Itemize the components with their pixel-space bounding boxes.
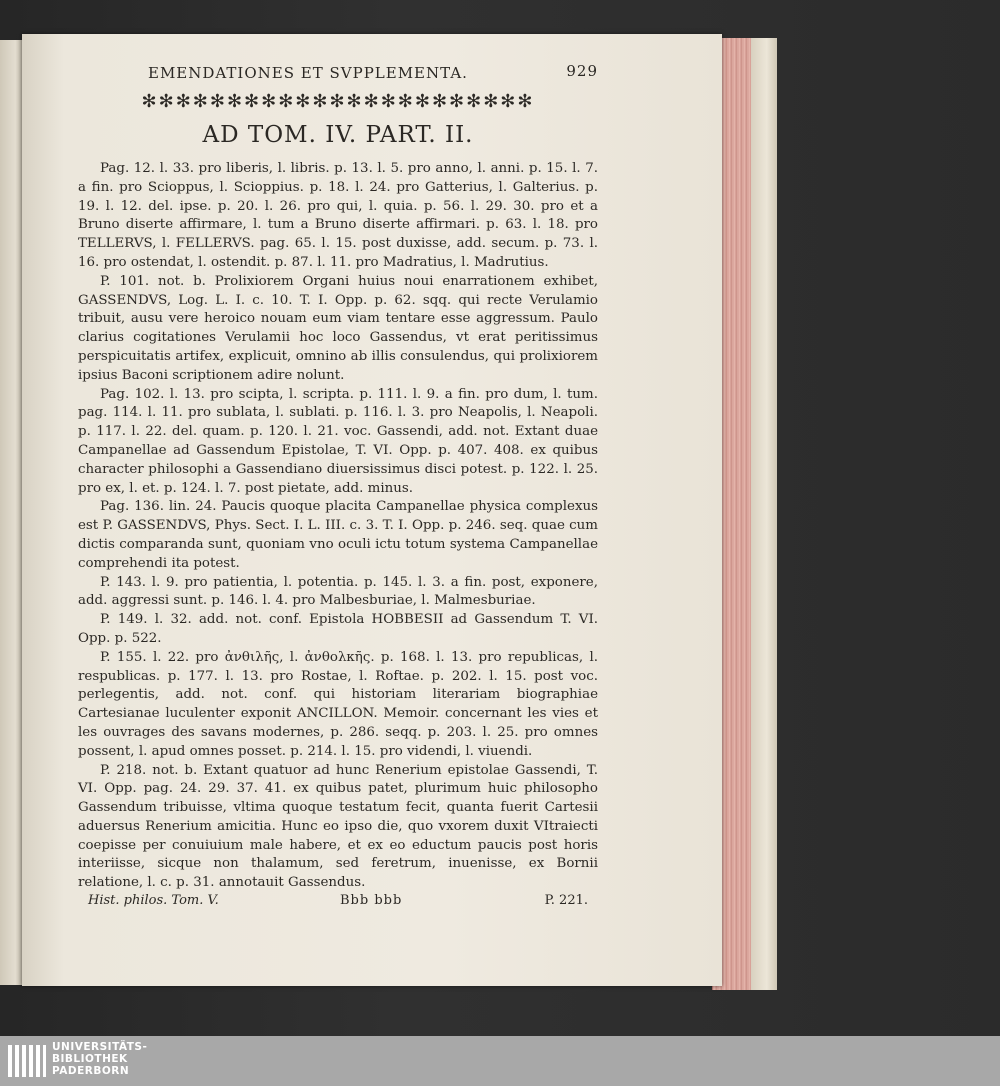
footer-catchword: P. 221. <box>544 893 588 908</box>
paragraph-2: P. 101. not. b. Prolixiorem Organi huius noui enarrationem exhibet, GASSENDVS, Log. L. I. c. 10. T. I. Opp. p. 62. sqq. qui recte Verulamio tribuit, ausu vere heroico nouam eum viam tentare esse aggressum. Paulo clarius cogitationes Verulamii hoc loco Gassendus, vt erat peritissimus perspicuitatis artifex, explicuit, omnino ab illis consulendus, qui prolixiorem ipsius Baconi scriptionem adire nolunt. <box>78 273 598 383</box>
paragraph-8: P. 218. not. b. Extant quatuor ad hunc Renerium epistolae Gassendi, T. VI. Opp. pag. 24. 29. 37. 41. ex quibus patet, plurimum huic philosopho Gassendum tribuisse, vltima quoque testatum fecit, quanta fuerit Cartesii aduersus Renerium amicitia. Hunc eo ipso die, quo vxorem duxit VItraiecti coepisse per conuiuium male habere, et ex eo eductum paucis post horis interiisse, sicque non thalamum, sed feretrum, inuenisse, ex Bornii relatione, l. c. p. 31. annotauit Gassendus. <box>78 762 598 891</box>
library-logo-text <box>52 1041 147 1077</box>
paragraph-3: Pag. 102. l. 13. pro scipta, l. scripta. p. 111. l. 9. a fin. pro dum, l. tum. pag. 114. l. 11. pro sublata, l. sublati. p. 116. l. 3. pro Neapolis, l. Neapoli. p. 117. l. 22. del. quam. p. 120. l. 21. voc. Gassendi, add. not. Extant duae Campanellae ad Gassendum Epistolae, T. VI. Opp. p. 407. 408. ex quibus character philosophi a Gassendiano diuersissimus disci potest. p. 122. l. 25. pro ex, l. et. p. 124. l. 7. post pietate, add. minus. <box>78 386 598 496</box>
paragraph-5: P. 143. l. 9. pro patientia, l. potentia. p. 145. l. 3. a fin. post, exponere, add. aggressi sunt. p. 146. l. 4. pro Malbesburiae, l. Malmesburiae. <box>78 574 598 609</box>
ornament-rule: ✻✻✻✻✻✻✻✻✻✻✻✻✻✻✻✻✻✻✻✻✻✻✻ <box>141 91 535 112</box>
section-title: AD TOM. IV. PART. II. <box>202 122 474 148</box>
logo-line-2: BIBLIOTHEK <box>52 1053 128 1065</box>
running-head-title: EMENDATIONES ET SVPPLEMENTA. <box>148 64 468 82</box>
footer-signature: Bbb bbb <box>340 893 403 908</box>
logo-line-1: UNIVERSITÄTS- <box>52 1041 148 1053</box>
library-logo-icon <box>6 1041 48 1081</box>
logo-line-3: PADERBORN <box>52 1065 130 1077</box>
running-head <box>78 56 598 90</box>
page-text-block <box>78 56 598 893</box>
paragraph-6: P. 149. l. 32. add. not. conf. Epistola HOBBESII ad Gassendum T. VI. Opp. p. 522. <box>78 612 598 646</box>
footer-volume: Hist. philos. Tom. V. <box>88 893 219 908</box>
left-page-edge <box>0 40 23 985</box>
page-number: 929 <box>566 62 598 80</box>
page-footer <box>88 893 588 913</box>
library-logo-bar <box>0 1036 1000 1086</box>
paragraph-1: Pag. 12. l. 33. pro liberis, l. libris. p. 13. l. 5. pro anno, l. anni. p. 15. l. 7. a fin. pro Scioppus, l. Scioppius. p. 18. l. 24. pro Gatterius, l. Galterius. p. 19. l. 12. del. ipse. p. 20. l. 26. pro qui, l. quia. p. 56. l. 29. 30. pro et a Bruno diserte affirmare, l. tum a Bruno diserte affirmari. p. 63. l. 18. pro TELLERVS, l. FELLERVS. pag. 65. l. 15. post duxisse, add. secum. p. 73. l. 16. pro ostendat, l. ostendit. p. 87. l. 11. pro Madratius, l. Madrutius. <box>78 161 598 270</box>
paragraph-4: Pag. 136. lin. 24. Paucis quoque placita Campanellae physica complexus est P. GASSENDVS, Phys. Sect. I. L. III. c. 3. T. I. Opp. p. 246. seq. quae cum dictis comparanda sunt, quoniam vno oculi ictu totum systema Campanellae comprehendi ita potest. <box>78 499 598 571</box>
paragraph-7: P. 155. l. 22. pro ἀνθιλῆς, l. ἀνθολκῆς. p. 168. l. 13. pro republicas, l. respublicas. p. 177. l. 13. pro Rostae, l. Roftae. p. 202. l. 15. post voc. perlegentis, add. not. conf. qui historiam literariam biographiae Cartesianae luculenter exponit ANCILLON. Memoir. concernant les vies et les ouvrages des savans modernes, p. 286. seqq. p. 203. l. 25. pro omnes possent, l. apud omnes posset. p. 214. l. 15. pro videndi, l. viuendi. <box>78 649 598 759</box>
